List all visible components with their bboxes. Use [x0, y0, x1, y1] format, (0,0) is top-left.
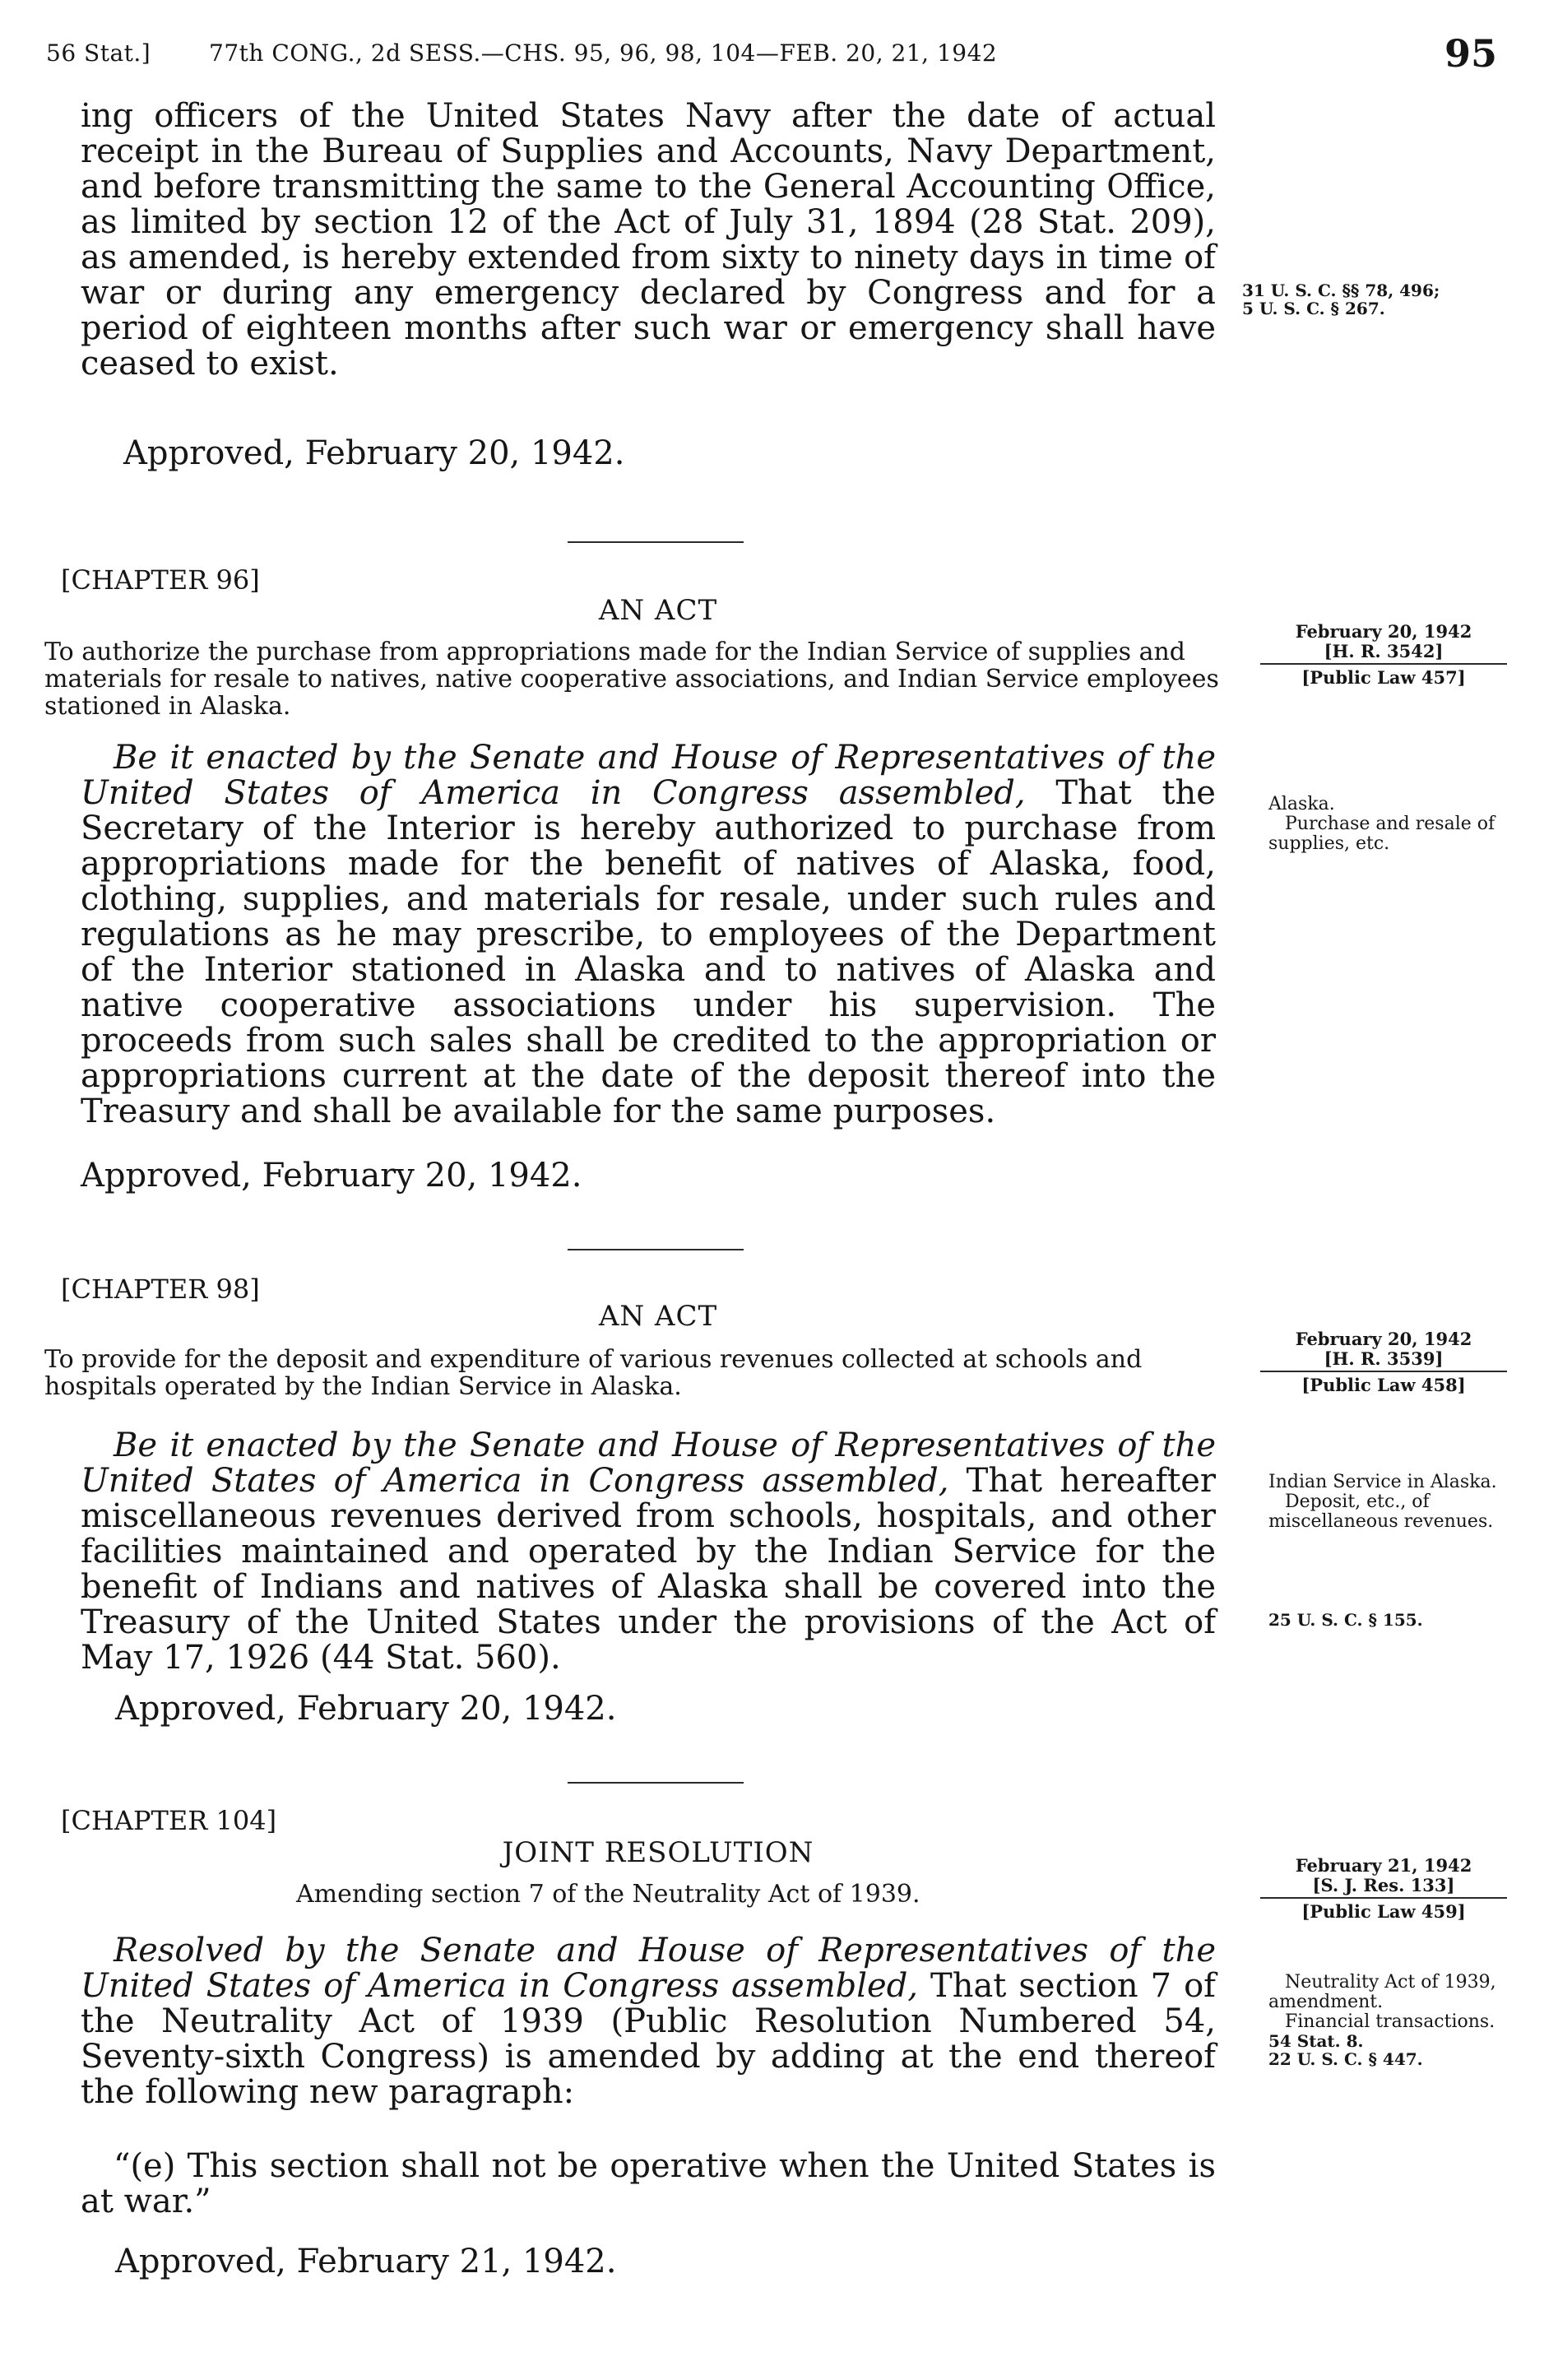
ch98-text: That hereafter miscellaneous revenues derived from schools, hospitals, and other facilities maintained and operated by the Indian Service for the benefit of Indians and natives of Alaska shall be covered into the Treasury of the United States under the provisions of the Act of May 17, 1926 (44 Stat. 560). — [81, 1462, 1216, 1677]
ch104-text: That section 7 of the Neutrality Act of 1939 (Public Resolution Numbered 54, Seventy-sixth Congress) is amended by adding at the end thereof the following new paragraph: — [81, 1967, 1216, 2111]
ch104-date: February 21, 1942 — [1295, 1855, 1472, 1876]
ch104-enacting-clause: Resolved by the Senate and House of Representatives of the United States of America in Congress assembled, — [81, 1932, 1216, 2005]
ch104-margin-cite-2: 22 U. S. C. § 447. — [1268, 2049, 1423, 2069]
ch98-purpose: To provide for the deposit and expenditure of various revenues collected at schools and hospitals operated by the Indian Service in Alaska. — [44, 1345, 1143, 1401]
page-number: 95 — [1444, 31, 1498, 76]
ch98-margin-cite: 25 U. S. C. § 155. — [1268, 1610, 1423, 1630]
ch96-public-law: [Public Law 457] — [1301, 667, 1466, 688]
ch98-margin-1: Indian Service in Alaska. — [1268, 1472, 1497, 1492]
ch96-title: AN ACT — [598, 594, 718, 627]
ch98-margin-notes — [1268, 1473, 1540, 1532]
ch98-bill: [H. R. 3539] — [1260, 1349, 1507, 1372]
ch98-enacting-clause: Be it enacted by the Senate and House of Representatives of the United States of America in Congress assembled, — [81, 1427, 1216, 1500]
ch98-chapter-label: [CHAPTER 98] — [61, 1274, 260, 1305]
ch104-body — [81, 1933, 1216, 2110]
ch96-margin-notes — [1268, 795, 1540, 854]
ch95-approved: Approved, February 20, 1942. — [123, 434, 625, 472]
ch96-approved: Approved, February 20, 1942. — [81, 1157, 582, 1195]
ch95-margin-cite-1: 31 U. S. C. §§ 78, 496; — [1242, 281, 1440, 300]
ch96-margin-2: Purchase and resale of supplies, etc. — [1268, 814, 1495, 854]
ch98-margin-2: Deposit, etc., of miscellaneous revenues. — [1268, 1492, 1494, 1532]
ch104-margin-cite-1: 54 Stat. 8. — [1268, 2031, 1364, 2051]
ch104-title: JOINT RESOLUTION — [502, 1836, 814, 1869]
ch96-body — [81, 740, 1216, 1130]
ch96-text: That the Secretary of the Interior is hereby authorized to purchase from appropriations made for the benefit of natives of Alaska, food, clothing, supplies, and materials for resale, under such rules and regulations as he may prescribe, to employees of the Department of the Interior stationed in Alaska and to natives of Alaska and native cooperative associations under his supervision. The proceeds from such sales shall be credited to the appropriation or appropriations current at the date of the deposit thereof into the Treasury and shall be available for the same purposes. — [81, 774, 1216, 1130]
ch96-bill: [H. R. 3542] — [1260, 642, 1507, 665]
ch96-enacting-clause: Be it enacted by the Senate and House of Representatives of the United States of America in Congress assembled, — [81, 739, 1216, 812]
section-divider — [568, 541, 744, 543]
ch104-quote-text: “(e) This section shall not be operative when the United States is at war.” — [81, 2147, 1216, 2220]
ch98-title: AN ACT — [598, 1300, 718, 1333]
ch104-purpose: Amending section 7 of the Neutrality Act of 1939. — [296, 1880, 920, 1909]
section-divider — [568, 1782, 744, 1784]
header-stat-ref: 56 Stat.] — [46, 39, 151, 67]
ch98-margin-block — [1260, 1329, 1507, 1395]
header-title: 77th CONG., 2d SESS.—CHS. 95, 96, 98, 104—FEB. 20, 21, 1942 — [209, 39, 998, 67]
ch96-margin-1: Alaska. — [1268, 794, 1335, 814]
ch104-bill: [S. J. Res. 133] — [1260, 1876, 1507, 1899]
ch95-text: ing officers of the United States Navy after the date of actual receipt in the Bureau of Supplies and Accounts, Navy Department, and before transmitting the same to the General Accounting Office, as limited by section 12 of the Act of July 31, 1894 (28 Stat. 209), as amended, is hereby extended from sixty to ninety days in time of war or during any emergency declared by Congress and for a period of eighteen months after such war or emergency shall have ceased to exist. — [81, 97, 1216, 383]
section-divider — [568, 1249, 744, 1250]
ch104-margin-block — [1260, 1856, 1507, 1922]
ch95-margin-cite-2: 5 U. S. C. § 267. — [1242, 299, 1385, 318]
ch96-purpose: To authorize the purchase from appropriations made for the Indian Service of supplies and materials for resale to natives, native cooperative associations, and Indian Service employees stationed in Alaska. — [44, 638, 1219, 721]
ch104-approved: Approved, February 21, 1942. — [115, 2243, 617, 2280]
ch104-quote — [81, 2149, 1216, 2220]
ch104-margin-2: Financial transactions. — [1285, 2011, 1495, 2032]
ch104-margin-1: Neutrality Act of 1939, amendment. — [1268, 1972, 1496, 2012]
ch98-date: February 20, 1942 — [1295, 1329, 1472, 1349]
ch95-margin-cite — [1242, 281, 1538, 318]
ch96-chapter-label: [CHAPTER 96] — [61, 564, 260, 596]
ch104-chapter-label: [CHAPTER 104] — [61, 1805, 277, 1836]
ch98-approved: Approved, February 20, 1942. — [115, 1690, 617, 1728]
ch98-public-law: [Public Law 458] — [1301, 1375, 1466, 1395]
ch104-public-law: [Public Law 459] — [1301, 1901, 1466, 1922]
ch104-margin-notes — [1268, 1973, 1540, 2068]
ch98-body — [81, 1428, 1216, 1676]
ch96-margin-block — [1260, 622, 1507, 688]
ch96-date: February 20, 1942 — [1295, 621, 1472, 642]
